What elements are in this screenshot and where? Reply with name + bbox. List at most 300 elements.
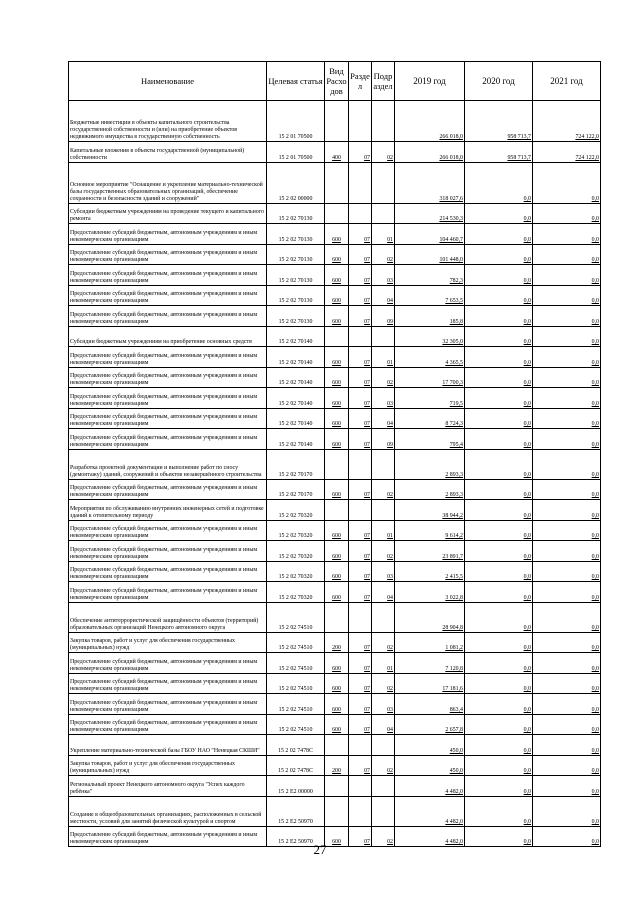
row-value-2021: 0,0: [533, 796, 601, 826]
row-name: Предоставление субсидий бюджетным, автономным учреждениям и иным некоммерческим организациям: [69, 520, 267, 541]
row-exp-type: 600: [325, 694, 349, 715]
row-section: 07: [349, 347, 372, 368]
row-subsection: 01: [372, 653, 395, 674]
row-section: 07: [349, 265, 372, 286]
row-value-2021: 0,0: [533, 367, 601, 388]
row-section: 07: [349, 673, 372, 694]
row-exp-type: 600: [325, 520, 349, 541]
row-subsection: 09: [372, 306, 395, 327]
row-exp-type: [325, 776, 349, 797]
row-subsection: 02: [372, 142, 395, 163]
row-exp-type: 600: [325, 244, 349, 265]
row-value-2020: 0,0: [465, 776, 533, 797]
table-row: [69, 101, 601, 142]
table-row: [69, 796, 601, 826]
table-row: [69, 582, 601, 603]
col-2020-header: 2020 год: [465, 62, 533, 101]
row-value-2020: 0,0: [465, 694, 533, 715]
row-exp-type: [325, 735, 349, 756]
row-value-2021: 724 122,0: [533, 142, 601, 163]
row-name: Предоставление субсидий бюджетным, автономным учреждениям и иным некоммерческим организациям: [69, 244, 267, 265]
row-target-code: 15 2 02 70140: [267, 367, 325, 388]
row-value-2021: 0,0: [533, 714, 601, 735]
row-value-2019: 214 530,3: [395, 203, 465, 224]
row-exp-type: [325, 326, 349, 347]
row-subsection: 02: [372, 244, 395, 265]
row-subsection: [372, 796, 395, 826]
row-subsection: 03: [372, 388, 395, 409]
row-value-2020: 958 713,7: [465, 101, 533, 142]
row-target-code: 15 2 02 70130: [267, 306, 325, 327]
row-target-code: 15 2 02 70320: [267, 520, 325, 541]
row-value-2019: 185,8: [395, 306, 465, 327]
row-value-2019: 104 460,7: [395, 224, 465, 245]
table-row: [69, 306, 601, 327]
row-value-2019: 7 120,8: [395, 653, 465, 674]
row-target-code: 15 2 02 70140: [267, 326, 325, 347]
row-subsection: [372, 326, 395, 347]
row-value-2021: 0,0: [533, 561, 601, 582]
row-exp-type: 200: [325, 632, 349, 653]
row-target-code: 15 2 02 70170: [267, 479, 325, 500]
row-subsection: [372, 162, 395, 203]
row-name: Капитальные вложения в объекты государственной (муниципальной) собственности: [69, 142, 267, 163]
row-subsection: 03: [372, 694, 395, 715]
row-section: 07: [349, 367, 372, 388]
row-exp-type: [325, 500, 349, 521]
row-name: Основное мероприятие "Оснащение и укрепление материально-технической базы государственных образовательных организаций, обеспечение сохранности и безопасности зданий и сооружений": [69, 162, 267, 203]
row-exp-type: 200: [325, 755, 349, 776]
row-target-code: 15 2 02 70320: [267, 582, 325, 603]
row-value-2021: 0,0: [533, 265, 601, 286]
row-value-2019: 17 700,3: [395, 367, 465, 388]
table-row: [69, 755, 601, 776]
row-value-2020: 0,0: [465, 520, 533, 541]
row-subsection: 04: [372, 582, 395, 603]
row-target-code: 15 2 02 74510: [267, 632, 325, 653]
row-value-2020: 0,0: [465, 735, 533, 756]
row-value-2021: 0,0: [533, 449, 601, 479]
row-value-2020: 0,0: [465, 285, 533, 306]
row-value-2021: 0,0: [533, 582, 601, 603]
row-name: Предоставление субсидий бюджетным, автономным учреждениям и иным некоммерческим организациям: [69, 265, 267, 286]
row-value-2019: 782,3: [395, 265, 465, 286]
row-subsection: 03: [372, 265, 395, 286]
row-subsection: [372, 735, 395, 756]
row-value-2019: 8 724,3: [395, 408, 465, 429]
table-row: [69, 429, 601, 450]
row-section: 07: [349, 755, 372, 776]
row-value-2019: 795,4: [395, 429, 465, 450]
row-subsection: 02: [372, 632, 395, 653]
row-exp-type: [325, 162, 349, 203]
row-section: [349, 796, 372, 826]
row-value-2019: 4 482,0: [395, 796, 465, 826]
row-value-2019: 266 018,0: [395, 142, 465, 163]
row-section: 07: [349, 520, 372, 541]
row-section: 07: [349, 561, 372, 582]
row-target-code: 15 2 02 70170: [267, 449, 325, 479]
row-value-2020: 0,0: [465, 203, 533, 224]
row-name: Предоставление субсидий бюджетным, автономным учреждениям и иным некоммерческим организациям: [69, 826, 267, 847]
row-exp-type: 600: [325, 347, 349, 368]
row-target-code: 15 2 02 74510: [267, 673, 325, 694]
row-value-2021: 0,0: [533, 429, 601, 450]
row-subsection: 04: [372, 714, 395, 735]
row-value-2021: 0,0: [533, 826, 601, 847]
row-value-2021: 0,0: [533, 673, 601, 694]
row-exp-type: 600: [325, 265, 349, 286]
row-target-code: 15 2 02 74510: [267, 694, 325, 715]
row-value-2020: 0,0: [465, 306, 533, 327]
row-exp-type: 600: [325, 541, 349, 562]
col-exp-type-header: Вид Расхо дов: [325, 62, 349, 101]
row-section: 07: [349, 479, 372, 500]
row-value-2019: 2 415,5: [395, 561, 465, 582]
row-value-2020: 0,0: [465, 653, 533, 674]
row-target-code: 15 2 E2 50970: [267, 796, 325, 826]
row-name: Обеспечение антитеррористической защищённости объектов (территорий) образовательных организаций Ненецкого автономного округа: [69, 602, 267, 632]
row-value-2020: 0,0: [465, 367, 533, 388]
row-target-code: 15 2 02 70130: [267, 203, 325, 224]
row-section: [349, 162, 372, 203]
row-value-2019: 17 181,6: [395, 673, 465, 694]
row-value-2019: 2 657,8: [395, 714, 465, 735]
row-value-2019: 450,0: [395, 755, 465, 776]
row-section: [349, 735, 372, 756]
row-exp-type: 600: [325, 479, 349, 500]
row-value-2021: 0,0: [533, 541, 601, 562]
row-exp-type: 600: [325, 561, 349, 582]
row-exp-type: 600: [325, 285, 349, 306]
row-section: 07: [349, 429, 372, 450]
row-value-2019: 863,4: [395, 694, 465, 715]
col-name-header: Наименование: [69, 62, 267, 101]
page-number: 27: [313, 842, 327, 857]
row-subsection: 02: [372, 755, 395, 776]
row-name: Разработка проектной документации и выполнение работ по сносу (демонтажу) зданий, сооружений и объектов незавершённого строительства: [69, 449, 267, 479]
row-section: 07: [349, 224, 372, 245]
row-subsection: 03: [372, 561, 395, 582]
table-row: [69, 500, 601, 521]
row-value-2020: 0,0: [465, 602, 533, 632]
row-target-code: 15 2 02 70140: [267, 347, 325, 368]
row-name: Создание в общеобразовательных организациях, расположенных в сельской местности, условий для занятий физической культурой и спортом: [69, 796, 267, 826]
row-target-code: 15 2 02 70320: [267, 561, 325, 582]
row-value-2019: 719,5: [395, 388, 465, 409]
row-value-2020: 0,0: [465, 826, 533, 847]
row-value-2021: 0,0: [533, 285, 601, 306]
row-value-2019: 1 081,2: [395, 632, 465, 653]
row-name: Субсидии бюджетным учреждениям на приобретение основных средств: [69, 326, 267, 347]
row-value-2020: 0,0: [465, 244, 533, 265]
row-section: [349, 203, 372, 224]
row-value-2021: 0,0: [533, 306, 601, 327]
row-target-code: 15 2 02 70320: [267, 541, 325, 562]
row-exp-type: [325, 203, 349, 224]
row-value-2021: 724 122,0: [533, 101, 601, 142]
row-section: [349, 101, 372, 142]
table-row: [69, 653, 601, 674]
table-row: [69, 520, 601, 541]
table-body: [69, 101, 601, 847]
table-row: [69, 224, 601, 245]
row-value-2019: 4 482,0: [395, 776, 465, 797]
row-subsection: 04: [372, 285, 395, 306]
row-value-2021: 0,0: [533, 735, 601, 756]
row-value-2019: 2 893,3: [395, 449, 465, 479]
table-row: [69, 142, 601, 163]
row-value-2021: 0,0: [533, 162, 601, 203]
row-subsection: 04: [372, 408, 395, 429]
table-row: [69, 673, 601, 694]
row-target-code: 15 2 02 74510: [267, 714, 325, 735]
row-subsection: 02: [372, 479, 395, 500]
row-name: Предоставление субсидий бюджетным, автономным учреждениям и иным некоммерческим организациям: [69, 388, 267, 409]
table-row: [69, 776, 601, 797]
table-row: [69, 714, 601, 735]
row-subsection: 09: [372, 429, 395, 450]
table-row: [69, 479, 601, 500]
row-name: Предоставление субсидий бюджетным, автономным учреждениям и иным некоммерческим организациям: [69, 673, 267, 694]
table-header: [69, 62, 601, 101]
row-value-2019: 38 944,2: [395, 500, 465, 521]
row-value-2020: 0,0: [465, 224, 533, 245]
row-value-2019: 9 614,2: [395, 520, 465, 541]
row-exp-type: 600: [325, 367, 349, 388]
col-target-header: Целевая статья: [267, 62, 325, 101]
row-name: Закупка товаров, работ и услуг для обеспечения государственных (муниципальных) нужд: [69, 755, 267, 776]
row-name: Предоставление субсидий бюджетным, автономным учреждениям и иным некоммерческим организациям: [69, 714, 267, 735]
budget-table: [68, 61, 601, 847]
row-section: [349, 326, 372, 347]
row-subsection: 01: [372, 347, 395, 368]
table-row: [69, 203, 601, 224]
row-target-code: 15 2 02 70140: [267, 388, 325, 409]
row-subsection: 01: [372, 520, 395, 541]
row-exp-type: [325, 602, 349, 632]
table-row: [69, 347, 601, 368]
row-section: 07: [349, 408, 372, 429]
row-section: 07: [349, 285, 372, 306]
row-value-2019: 2 893,3: [395, 479, 465, 500]
row-exp-type: 400: [325, 142, 349, 163]
row-subsection: [372, 449, 395, 479]
row-value-2019: 101 448,0: [395, 244, 465, 265]
row-value-2020: 958 713,7: [465, 142, 533, 163]
row-name: Предоставление субсидий бюджетным, автономным учреждениям и иным некоммерческим организациям: [69, 582, 267, 603]
table-row: [69, 285, 601, 306]
col-section-header: Разде л: [349, 62, 372, 101]
row-value-2020: 0,0: [465, 582, 533, 603]
row-subsection: [372, 500, 395, 521]
table-row: [69, 265, 601, 286]
row-target-code: 15 2 02 74510: [267, 653, 325, 674]
row-name: Предоставление субсидий бюджетным, автономным учреждениям и иным некоммерческим организациям: [69, 285, 267, 306]
row-name: Бюджетные инвестиции в объекты капитального строительства государственной собственности и (или) на приобретение объектов недвижимого имущества в государственную собственность: [69, 101, 267, 142]
row-target-code: 15 2 02 00000: [267, 162, 325, 203]
row-name: Предоставление субсидий бюджетным, автономным учреждениям и иным некоммерческим организациям: [69, 694, 267, 715]
row-section: 07: [349, 388, 372, 409]
row-target-code: 15 2 02 70130: [267, 265, 325, 286]
row-value-2019: 3 022,8: [395, 582, 465, 603]
row-target-code: 15 2 E2 00000: [267, 776, 325, 797]
row-subsection: 02: [372, 367, 395, 388]
row-value-2020: 0,0: [465, 632, 533, 653]
table-row: [69, 162, 601, 203]
row-target-code: 15 2 02 70140: [267, 429, 325, 450]
row-subsection: [372, 203, 395, 224]
row-target-code: 15 2 02 70130: [267, 285, 325, 306]
row-exp-type: [325, 449, 349, 479]
row-target-code: 15 2 E2 50970: [267, 826, 325, 847]
row-section: 07: [349, 714, 372, 735]
row-name: Предоставление субсидий бюджетным, автономным учреждениям и иным некоммерческим организациям: [69, 541, 267, 562]
row-value-2021: 0,0: [533, 244, 601, 265]
row-name: Предоставление субсидий бюджетным, автономным учреждениям и иным некоммерческим организациям: [69, 306, 267, 327]
row-exp-type: 600: [325, 653, 349, 674]
row-value-2020: 0,0: [465, 673, 533, 694]
col-subsection-header: Подр аздел: [372, 62, 395, 101]
row-target-code: 15 2 02 70130: [267, 224, 325, 245]
row-value-2021: 0,0: [533, 776, 601, 797]
row-value-2020: 0,0: [465, 541, 533, 562]
row-name: Предоставление субсидий бюджетным, автономным учреждениям и иным некоммерческим организациям: [69, 561, 267, 582]
row-target-code: 15 2 02 70130: [267, 244, 325, 265]
table-row: [69, 408, 601, 429]
row-name: Закупка товаров, работ и услуг для обеспечения государственных (муниципальных) нужд: [69, 632, 267, 653]
row-subsection: 02: [372, 826, 395, 847]
row-section: 07: [349, 582, 372, 603]
row-subsection: [372, 101, 395, 142]
row-subsection: 01: [372, 224, 395, 245]
row-value-2019: 4 365,5: [395, 347, 465, 368]
row-value-2019: 23 891,7: [395, 541, 465, 562]
row-name: Предоставление субсидий бюджетным, автономным учреждениям и иным некоммерческим организациям: [69, 479, 267, 500]
row-value-2021: 0,0: [533, 602, 601, 632]
row-value-2020: 0,0: [465, 500, 533, 521]
row-exp-type: 600: [325, 408, 349, 429]
row-value-2020: 0,0: [465, 408, 533, 429]
row-exp-type: 600: [325, 388, 349, 409]
row-exp-type: 600: [325, 714, 349, 735]
row-exp-type: 600: [325, 826, 349, 847]
row-target-code: 15 2 02 70320: [267, 500, 325, 521]
row-value-2019: 266 018,0: [395, 101, 465, 142]
row-value-2021: 0,0: [533, 479, 601, 500]
row-section: [349, 602, 372, 632]
row-target-code: 15 2 02 74510: [267, 602, 325, 632]
table-row: [69, 326, 601, 347]
row-section: [349, 500, 372, 521]
row-value-2020: 0,0: [465, 265, 533, 286]
row-exp-type: 600: [325, 306, 349, 327]
row-value-2021: 0,0: [533, 203, 601, 224]
table-row: [69, 735, 601, 756]
table-row: [69, 367, 601, 388]
row-value-2021: 0,0: [533, 388, 601, 409]
row-value-2021: 0,0: [533, 520, 601, 541]
row-section: 07: [349, 694, 372, 715]
table-row: [69, 561, 601, 582]
table-row: [69, 449, 601, 479]
row-name: Предоставление субсидий бюджетным, автономным учреждениям и иным некоммерческим организациям: [69, 653, 267, 674]
row-value-2019: 318 027,6: [395, 162, 465, 203]
row-name: Укрепление материально-технической базы ГБОУ НАО "Ненецкая СКШИ": [69, 735, 267, 756]
row-value-2020: 0,0: [465, 347, 533, 368]
row-name: Предоставление субсидий бюджетным, автономным учреждениям и иным некоммерческим организациям: [69, 429, 267, 450]
col-2019-header: 2019 год: [395, 62, 465, 101]
row-section: 07: [349, 632, 372, 653]
row-value-2020: 0,0: [465, 561, 533, 582]
row-section: [349, 449, 372, 479]
col-2021-header: 2021 год: [533, 62, 601, 101]
row-value-2020: 0,0: [465, 714, 533, 735]
row-value-2020: 0,0: [465, 388, 533, 409]
row-exp-type: 600: [325, 224, 349, 245]
row-section: 07: [349, 826, 372, 847]
table-row: [69, 602, 601, 632]
row-name: Предоставление субсидий бюджетным, автономным учреждениям и иным некоммерческим организациям: [69, 347, 267, 368]
row-value-2019: 28 904,8: [395, 602, 465, 632]
row-name: Мероприятия по обслуживанию внутренних инженерных сетей и подготовке зданий к отопительному периоду: [69, 500, 267, 521]
row-value-2020: 0,0: [465, 479, 533, 500]
row-value-2021: 0,0: [533, 632, 601, 653]
row-target-code: 15 2 02 7478С: [267, 735, 325, 756]
row-value-2019: 450,0: [395, 735, 465, 756]
row-value-2020: 0,0: [465, 796, 533, 826]
row-value-2021: 0,0: [533, 653, 601, 674]
row-target-code: 15 2 02 7478С: [267, 755, 325, 776]
row-value-2019: 32 305,0: [395, 326, 465, 347]
row-name: Предоставление субсидий бюджетным, автономным учреждениям и иным некоммерческим организациям: [69, 367, 267, 388]
row-target-code: 15 2 01 70500: [267, 142, 325, 163]
row-section: 07: [349, 244, 372, 265]
table-row: [69, 388, 601, 409]
row-section: 07: [349, 142, 372, 163]
row-value-2020: 0,0: [465, 449, 533, 479]
row-name: Региональный проект Ненецкого автономного округа "Успех каждого ребёнка": [69, 776, 267, 797]
row-value-2021: 0,0: [533, 408, 601, 429]
row-section: 07: [349, 653, 372, 674]
row-value-2021: 0,0: [533, 224, 601, 245]
row-exp-type: [325, 101, 349, 142]
row-section: 07: [349, 306, 372, 327]
table-row: [69, 632, 601, 653]
row-value-2021: 0,0: [533, 694, 601, 715]
row-exp-type: [325, 796, 349, 826]
table-row: [69, 244, 601, 265]
row-name: Предоставление субсидий бюджетным, автономным учреждениям и иным некоммерческим организациям: [69, 224, 267, 245]
row-value-2020: 0,0: [465, 755, 533, 776]
row-subsection: [372, 776, 395, 797]
row-value-2021: 0,0: [533, 500, 601, 521]
row-subsection: 02: [372, 673, 395, 694]
budget-table-container: [68, 61, 600, 847]
row-exp-type: 600: [325, 673, 349, 694]
row-exp-type: 600: [325, 429, 349, 450]
row-value-2021: 0,0: [533, 326, 601, 347]
row-value-2020: 0,0: [465, 429, 533, 450]
row-target-code: 15 2 02 70140: [267, 408, 325, 429]
row-value-2020: 0,0: [465, 162, 533, 203]
row-value-2020: 0,0: [465, 326, 533, 347]
row-value-2021: 0,0: [533, 755, 601, 776]
row-target-code: 15 2 01 70500: [267, 101, 325, 142]
row-subsection: [372, 602, 395, 632]
row-section: 07: [349, 541, 372, 562]
table-row: [69, 541, 601, 562]
